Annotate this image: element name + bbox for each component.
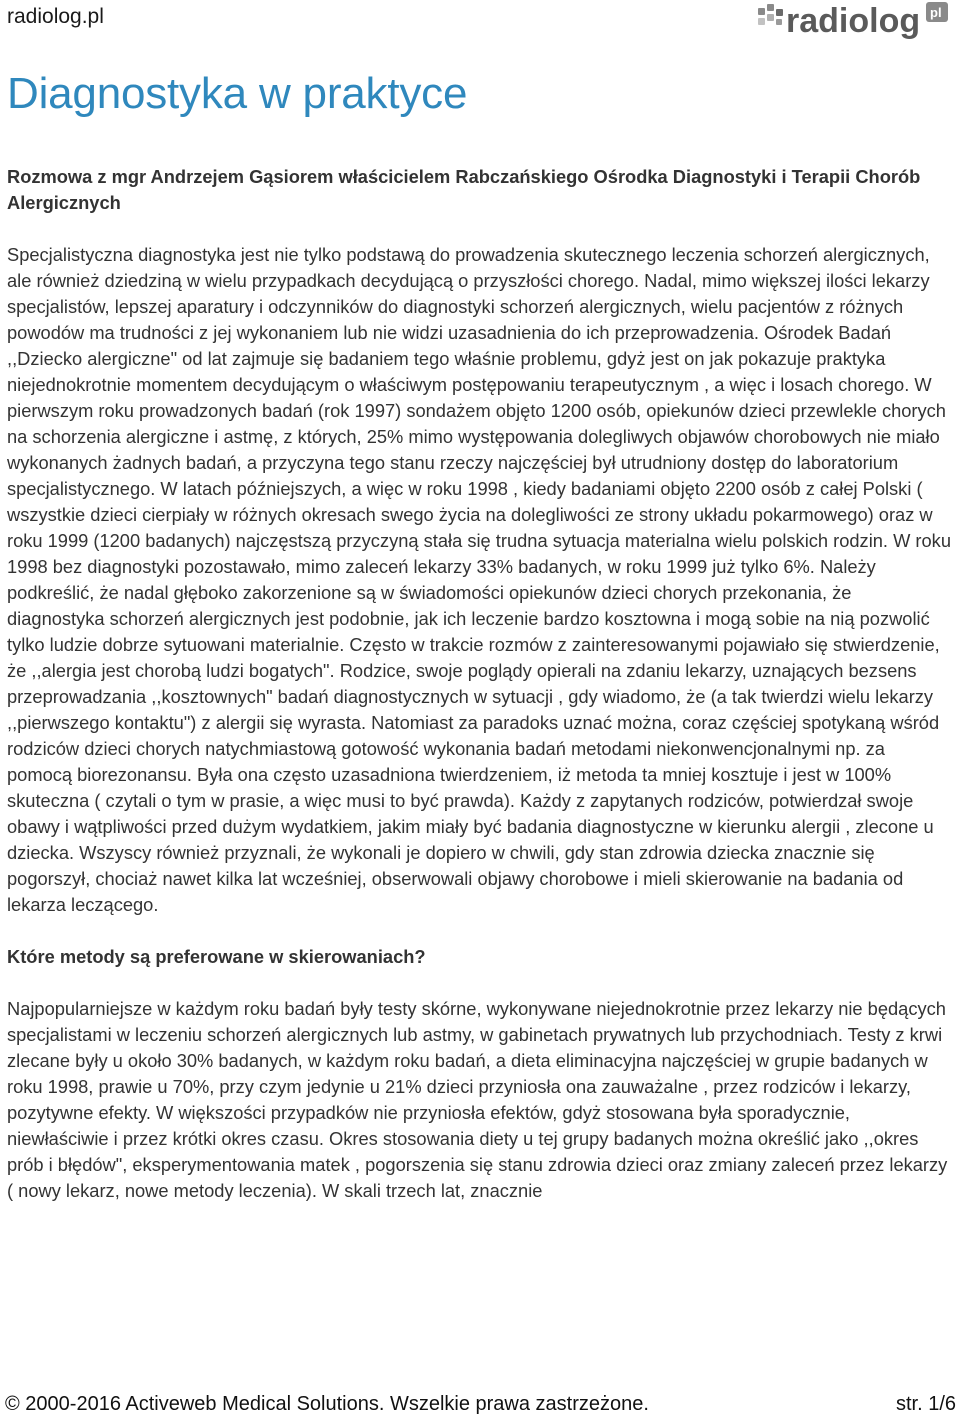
article-subtitle: Rozmowa z mgr Andrzejem Gąsiorem właścicielem Rabczańskiego Ośrodka Diagnostyki i Terapii Chorób Alergicznych — [7, 166, 921, 213]
site-name: radiolog.pl — [7, 5, 104, 28]
logo-suffix: pl — [930, 5, 942, 20]
article-paragraph: Specjalistyczna diagnostyka jest nie tylko podstawą do prowadzenia skutecznego leczenia schorzeń alergicznych, ale również dziedziną w wielu przypadkach decydującą o przyszłości chorego. Nadal, mimo większej ilości lekarzy specjalistów, lepszej aparatury i odczynników do diagnostyki schorzeń alergicznych, wielu pacjentów z różnych powodów ma trudności z jej wykonaniem lub nie widzi uzasadnienia do ich przeprowadzenia. Ośrodek Badań ,,Dziecko alergiczne" od lat zajmuje się badaniem tego właśnie problemu, gdyż jest on jak pokazuje praktyka niejednokrotnie momentem decydującym o właściwym postępowaniu terapeutycznym , a więc i losach chorego. W pierwszym roku prowadzonych badań (rok 1997) sondażem objęto 1200 osób, opiekunów dzieci przewlekle chorych na schorzenia alergiczne i astmę, z których, 25% mimo występowania dolegliwych objawów chorobowych nie miało wykonanych żadnych badań, a przyczyna tego stanu rzeczy najczęściej był utrudniony dostęp do laboratorium specjalistycznego. W latach późniejszych, a więc w roku 1998 , kiedy badaniami objęto 2200 osób z całej Polski ( wszystkie dzieci cierpiały w różnych okresach swego życia na dolegliwości ze strony układu pokarmowego) oraz w roku 1999 (1200 badanych) najczęstszą przyczyną stała się trudna sytuacja materialna wielu polskich rodzin. W roku 1998 bez diagnostyki pozostawało, mimo zaleceń lekarzy 33% badanych, w roku 1999 już tylko 6%. Należy podkreślić, że nadal głęboko zakorzenione są w świadomości opiekunów dzieci chorych przekonania, że diagnostyka schorzeń alergicznych jest podobnie, jak ich leczenie bardzo kosztowna i mogą sobie na nią pozwolić tylko ludzie dobrze sytuowani materialnie. Często w trakcie rozmów z zainteresowanymi pojawiało się stwierdzenie, że ,,alergia jest chorobą ludzi bogatych". Rodzice, swoje poglądy opierali na zdaniu lekarzy, uznających bezsens przeprowadzania ,,kosztownych" badań diagnostycznych w sytuacji , gdy wiadomo, że (a tak twierdzi wielu lekarzy ,,pierwszego kontaktu") z alergii się wyrasta. Natomiast za paradoks uznać można, coraz częściej spotykaną wśród rodziców dzieci chorych natychmiastową gotowość wykonania badań metodami niekonwencjonalnymi np. za pomocą biorezonansu. Była ona często uzasadniona twierdzeniem, iż metoda ta mniej kosztuje i jest w 100% skuteczna ( czytali o tym w prasie, a więc musi to być prawda). Każdy z zapytanych rodziców, potwierdzał swoje obawy i wątpliwości przed dużym wydatkiem, jakim miały być badania diagnostyczne w kierunku alergii , zlecone u dziecka. Wszyscy również przyznali, że wykonali je dopiero w chwili, gdy stan zdrowia dziecka znacznie się pogorszył, chociaż nawet kilka lat wcześniej, obserwowali objawy chorobowe i mieli skierowanie na badania od lekarza leczącego. — [7, 244, 951, 915]
page-number: str. 1/6 — [895, 1393, 956, 1415]
page-header — [0, 0, 960, 44]
logo-dots-icon — [758, 4, 783, 25]
radiolog-logo — [758, 0, 958, 42]
article-paragraph: Najpopularniejsze w każdym roku badań były testy skórne, wykonywane niejednokrotnie przez lekarzy nie będących specjalistami w leczeniu schorzeń alergicznych lub astmy, w gabinetach prywatnych lub przychodniach. Testy z krwi zlecane były u około 30% badanych, w każdym roku badań, a dieta eliminacyjna najczęściej w grupie badanych w roku 1998, prawie u 70%, przy czym jedynie u 21% dzieci przyniosła ona zauważalne , przez rodziców i lekarzy, pozytywne efekty. W większości przypadków nie przyniosła efektów, gdyż stosowana była sporadycznie, niewłaściwie i przez krótki okres czasu. Okres stosowania diety u tej grupy badanych można określić jako ,,okres prób i błędów", eksperymentowania matek , pogorszenia się stanu zdrowia dzieci oraz zmiany zaleceń przez lekarzy ( nowy lekarz, nowe metody leczenia). W skali trzech lat, znacznie — [7, 998, 948, 1201]
page-footer — [0, 1393, 960, 1419]
copyright-text: © 2000-2016 Activeweb Medical Solutions. Wszelkie prawa zastrzeżone. — [5, 1393, 649, 1415]
logo-wordmark: radiolog — [786, 2, 921, 40]
section-question: Które metody są preferowane w skierowaniach? — [7, 946, 426, 967]
page-title: Diagnostyka w praktyce — [7, 69, 468, 118]
article-body — [7, 164, 952, 1204]
